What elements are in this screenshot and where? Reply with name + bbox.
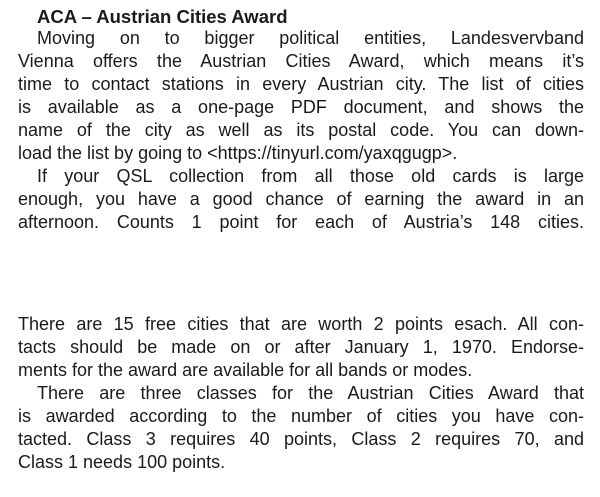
text-line: is awarded according to the number of cities you have con- [18,406,584,426]
text-line: Class 1 needs 100 points. [18,452,226,472]
text-line: tacted. Class 3 requires 40 points, Class 2 requires 70, and [18,429,584,449]
article-heading: ACA – Austrian Cities Award [37,6,288,27]
text-line: time to contact stations in every Austrian city. The list of cities [18,74,584,94]
text-line: name of the city as well as its postal code. You can down- [18,120,584,140]
text-line: ments for the award are available for all bands or modes. [18,360,473,380]
text-line: tacts should be made on or after January 1, 1970. Endorse- [18,337,584,357]
text-line: load the list by going to <https://tinyurl.com/yaxqgugp>. [18,143,458,163]
text-line: Moving on to bigger political entities, Landesvervband [37,28,584,48]
text-line: Vienna offers the Austrian Cities Award, which means it’s [18,51,584,71]
text-line: is available as a one-page PDF document, and shows the [18,97,584,117]
text-line: afternoon. Counts 1 point for each of Austria’s 148 cities. [18,212,584,232]
text-line: There are three classes for the Austrian Cities Award that [37,383,584,403]
text-line: There are 15 free cities that are worth 2 points esach. All con- [18,314,584,334]
text-line: If your QSL collection from all those old cards is large [37,166,584,186]
text-line: enough, you have a good chance of earning the award in an [18,189,584,209]
